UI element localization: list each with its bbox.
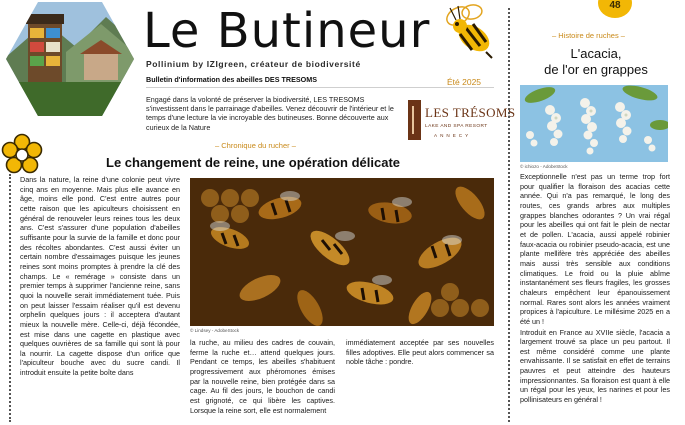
side-article-title <box>520 46 672 78</box>
sponsor-logo <box>408 100 516 142</box>
bulletin-subtitle: Bulletin d'information des abeilles DES TRESOMS <box>146 75 318 84</box>
side-title-line-2: de l'or en grappes <box>544 62 648 77</box>
page-number-badge: 48 <box>598 0 632 18</box>
main-article-column-3: immédiatement acceptée par ses nouvelles filles adoptives. Elle peut alors commencer sa noble tâche : pondre. <box>346 338 494 367</box>
intro-text: Engagé dans la volonté de préserver la biodiversité, LES TRESOMS s'investissent dans le parrainage d'abeilles. Venez découvrir de l'intérieur et le temps d'une lecture la vie incroyable des butineuses. Bonne découverte aux curieux de la Nature <box>146 95 394 132</box>
side-article-kicker: – Histoire de ruches – <box>552 31 625 40</box>
bees-on-comb-photo <box>190 178 494 326</box>
main-article-headline: Le changement de reine, une opération délicate <box>106 155 401 170</box>
main-article-column-1: Dans la nature, la reine d'une colonie peut vivre cinq ans en moyenne. Mais plus elle avance en âge, moins elle pond. C'est entre autres pour cette raison que les apiculteurs choisissent en général de renouveler leurs reines tous les deux ans. C'est s'assurer d'une population d'abeilles suffisante pour la survie de la famille et donc pour des récoltes abondantes. C'est aussi éviter un certain nombre d'essaimages puisque les jeunes reines sont moins promptes à prendre la clé des champs. Le « remérage » consiste dans un premier temps à supprimer l'ancienne reine, sans quoi la nouvelle serait immédiatement tuée. Puis on peut laisser l'essaim réaliser qu'il est devenu orphelin quelques jours : il acceptera d'autant mieux la nouvelle mère. Celle-ci, déjà fécondée, est mise dans une cagette en plastique avec quelques ouvrières de sa famille qui sont là pour la nourrir. La cagette dispose d'un orifice que l'apiculteur bouche avec du sucre candi. Il introduit ensuite la petite boîte dans <box>20 175 180 378</box>
side-article-paragraph-1: Exceptionnelle n'est pas un terme trop fort pour qualifier la floraison des acacias cette année. Qui n'a pas remarqué, le long des routes, ces grands arbres aux multiples grappes blanches odorantes ? Un vrai régal pour les abeilles qui ont fait le plein de nectar et de pollen. L'acacia, aussi appelé robinier faux-acacia ou robinier pseudo-acacia, est une plante mellifère très appréciée des abeilles mais aussi très sensible aux conditions climatiques. Le froid ou la pluie abîme instantanément ses fleurs fragiles, les grosses chaleurs empêchent leur épanouissement normal. Rares sont alors les années vraiment propices à l'apiculture. Le millésime 2025 en a été un ! <box>520 172 670 326</box>
acacia-photo-credit: © ichiozo - AdobeStock <box>520 164 568 169</box>
sponsor-subtitle: LAKE AND SPA RESORT <box>425 124 488 129</box>
bees-photo-credit: © Lindsey - AdobeStock <box>190 328 240 333</box>
header-divider <box>146 87 494 88</box>
newsletter-tagline: Pollinium by IZIgreen, créateur de biodiversité <box>146 59 361 69</box>
newsletter-title: Le Butineur <box>143 3 431 59</box>
sponsor-city: ANNECY <box>434 133 472 138</box>
column-dotted-divider <box>508 8 510 422</box>
flower-icon <box>0 133 44 177</box>
side-article-body <box>520 172 670 425</box>
left-dotted-divider <box>9 174 11 422</box>
bee-logo-icon <box>436 0 502 66</box>
main-article-column-2: la ruche, au milieu des cadres de couvain, ferme la ruche et… attend quelques jours. Pendant ce temps, les abeilles s'habituent progressivement aux phéromones émises par la nouvelle reine, bien protégée dans sa cage. Au fil des jours, le bouchon de candi est grignoté, ce qui libère les captives. Lorsque la reine sort, elle est normalement <box>190 338 335 415</box>
sponsor-name: LES TRÉSOMS <box>425 105 516 120</box>
edition-label: Été 2025 <box>447 77 482 87</box>
side-title-line-1: L'acacia, <box>570 46 622 61</box>
main-article-kicker: – Chronique du rucher – <box>215 141 296 150</box>
side-article-paragraph-2: Introduit en France au XVIIe siècle, l'acacia a largement trouvé sa place un peu partout. Il est même considéré comme une plante envahissante. Il se satisfait en effet de terrains pauvres et peut atteindre des hauteurs impressionnantes. Sa floraison est quant à elle un régal pour les yeux, les narines et pour les pollinisateurs en général ! <box>520 327 670 405</box>
apiary-hexagon-photo <box>6 2 134 116</box>
acacia-flowers-photo <box>520 85 668 162</box>
sponsor-mark-icon <box>408 100 421 140</box>
